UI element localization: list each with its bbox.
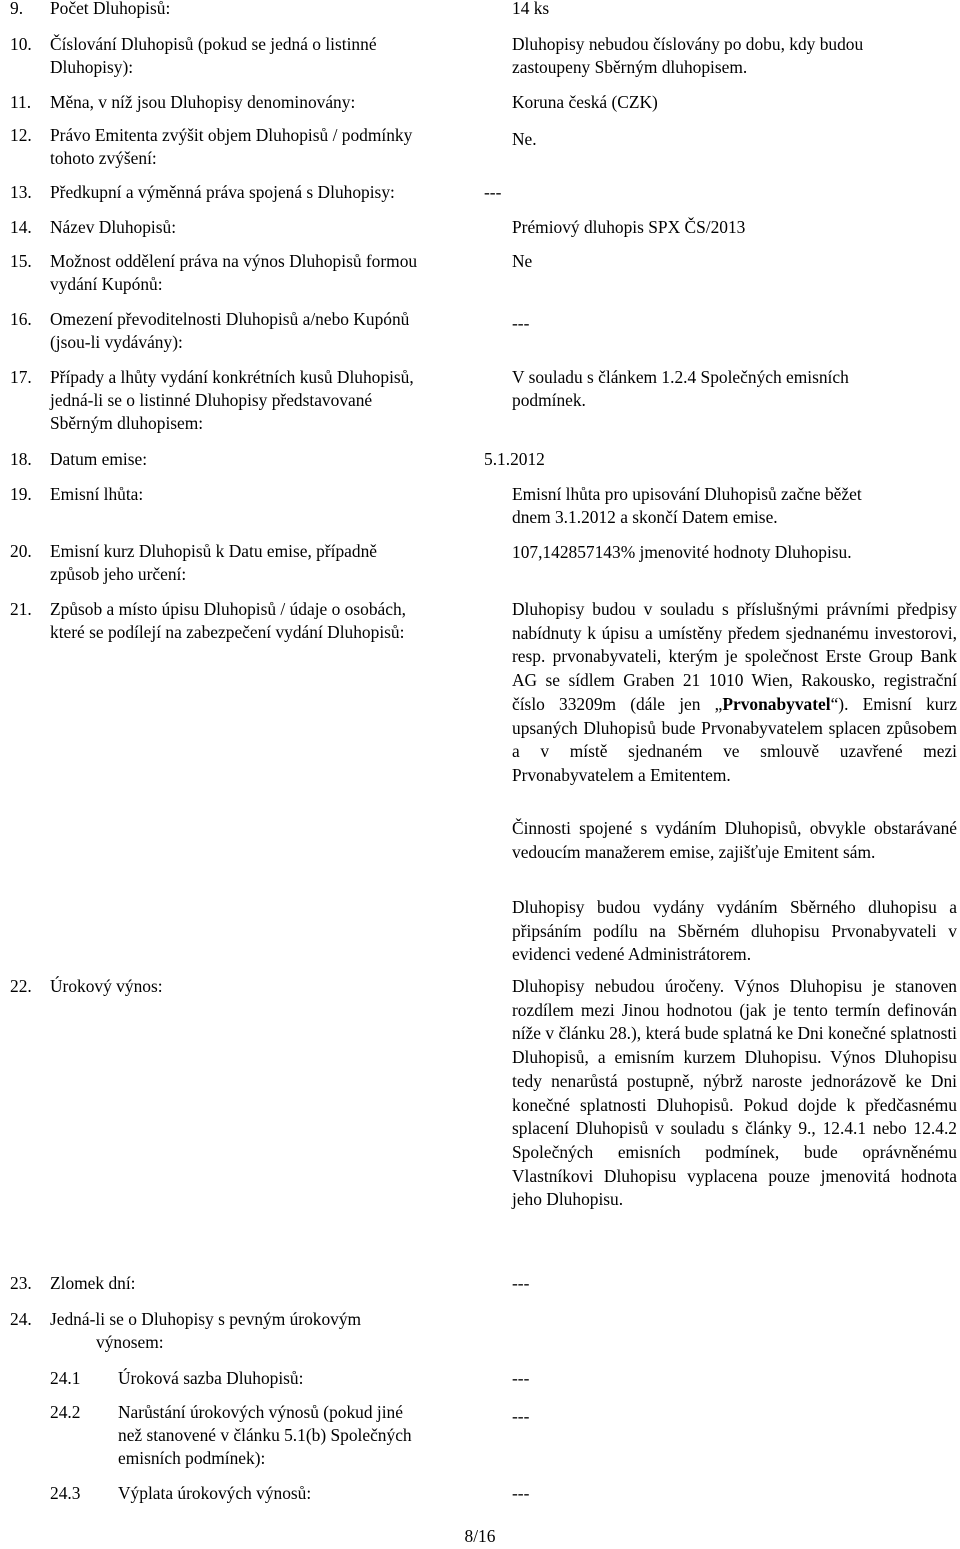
item-number: 16. — [10, 309, 32, 329]
item-value: Ne — [512, 251, 533, 271]
item-number: 19. — [10, 484, 32, 504]
item-label: Emisní lhůta: — [50, 484, 144, 504]
item-value-paragraph: Činnosti spojené s vydáním Dluhopisů, obvykle obstarávané vedoucím manažerem emise, zajišťuje Emitent sám. — [512, 818, 957, 862]
item-value: --- — [512, 1273, 530, 1293]
defined-term: Prvonabyvatel — [722, 693, 831, 714]
item-number: 9. — [10, 0, 24, 18]
subitem-label: emisních podmínek): — [118, 1448, 266, 1468]
item-number: 24. — [10, 1309, 32, 1329]
subitem-value: --- — [512, 1406, 530, 1426]
item-value-paragraph: Dluhopisy budou v souladu s příslušnými právními předpisy nabídnuty k úpisu a umístěny předem sjednanému investorovi, resp. prvonabyvateli, kterým je společnost Erste Group Bank AG se sídlem Graben 21 1010 Wien, Rakousko, registrační číslo 33209m (dále jen „Prvonabyvatel“). Emisní kurz upsaných Dluhopisů bude Prvonabyvatelem splacen způsobem a v místě sjednaném ve smlouvě uzavřené mezi Prvonabyvatelem a Emitentem. — [512, 599, 957, 785]
item-label: Předkupní a výměnná práva spojená s Dluhopisy: — [50, 182, 395, 202]
item-value: Prémiový dluhopis SPX ČS/2013 — [512, 217, 746, 237]
subitem-label: Narůstání úrokových výnosů (pokud jiné — [118, 1402, 403, 1422]
item-label: způsob jeho určení: — [50, 564, 187, 584]
item-number: 14. — [10, 217, 32, 237]
subitem-value: --- — [512, 1368, 530, 1388]
item-label: Dluhopisy): — [50, 57, 134, 77]
item-value: zastoupeny Sběrným dluhopisem. — [512, 57, 748, 77]
subitem-label: než stanovené v článku 5.1(b) Společných — [118, 1425, 412, 1445]
item-label: Zlomek dní: — [50, 1273, 136, 1293]
item-value: --- — [512, 313, 530, 333]
subitem-number: 24.2 — [50, 1402, 81, 1422]
item-label: Číslování Dluhopisů (pokud se jedná o listinné — [50, 34, 377, 54]
item-number: 22. — [10, 976, 32, 996]
item-number: 18. — [10, 449, 32, 469]
item-label: Počet Dluhopisů: — [50, 0, 171, 18]
subitem-label: Výplata úrokových výnosů: — [118, 1483, 312, 1503]
item-label: Způsob a místo úpisu Dluhopisů / údaje o osobách, — [50, 599, 406, 619]
item-label: Úrokový výnos: — [50, 976, 163, 996]
item-label: výnosem: — [96, 1332, 164, 1352]
item-number: 21. — [10, 599, 32, 619]
item-number: 15. — [10, 251, 32, 271]
item-value: dnem 3.1.2012 a skončí Datem emise. — [512, 507, 778, 527]
subitem-number: 24.3 — [50, 1483, 81, 1503]
item-label: (jsou-li vydávány): — [50, 332, 183, 352]
item-value: Emisní lhůta pro upisování Dluhopisů začne běžet — [512, 484, 862, 504]
item-value-paragraph: Dluhopisy budou vydány vydáním Sběrného dluhopisu a připsáním podílu na Sběrném dluhopisu Prvonabyvateli v evidenci vedené Administrátorem. — [512, 897, 957, 965]
item-label: jedná-li se o listinné Dluhopisy představované — [50, 390, 373, 410]
item-number: 12. — [10, 125, 32, 145]
subitem-number: 24.1 — [50, 1368, 81, 1388]
item-value: V souladu s článkem 1.2.4 Společných emisních — [512, 367, 849, 387]
item-value: Ne. — [512, 129, 537, 149]
item-label: Název Dluhopisů: — [50, 217, 177, 237]
subitem-value: --- — [512, 1483, 530, 1503]
item-value-paragraph: Dluhopisy nebudou úročeny. Výnos Dluhopisu je stanoven rozdílem mezi Jinou hodnotou (jak je tento termín definován níže v článku 28.), která bude splatná ke Dni konečné splatnosti Dluhopisů, a emisním kurzem Dluhopisu. Výnos Dluhopisu tedy nenarůstá postupně, nýbrž naroste jednorázově ke Dni konečné splatnosti Dluhopisů. Pokud dojde k předčasnému splacení Dluhopisů v souladu s články 9., 12.4.1 nebo 12.4.2 Společných emisních podmínek, bude oprávněnému Vlastníkovi Dluhopisu vyplacena pouze jmenovitá hodnota jeho Dluhopisu. — [512, 976, 957, 1210]
page-number: 8/16 — [464, 1526, 496, 1546]
item-value: Dluhopisy nebudou číslovány po dobu, kdy budou — [512, 34, 864, 54]
item-label: Jedná-li se o Dluhopisy s pevným úrokovým — [50, 1309, 362, 1329]
item-label: vydání Kupónů: — [50, 274, 163, 294]
item-value: podmínek. — [512, 390, 586, 410]
item-value: 14 ks — [512, 0, 550, 18]
item-value: 107,142857143% jmenovité hodnoty Dluhopisu. — [512, 542, 852, 562]
item-value: --- — [484, 182, 502, 202]
item-number: 10. — [10, 34, 32, 54]
item-number: 13. — [10, 182, 32, 202]
item-number: 11. — [10, 92, 32, 112]
item-label: Možnost oddělení práva na výnos Dluhopisů formou — [50, 251, 418, 271]
item-label: Emisní kurz Dluhopisů k Datu emise, případně — [50, 541, 377, 561]
item-label: Omezení převoditelnosti Dluhopisů a/nebo Kupónů — [50, 309, 410, 329]
item-label: Sběrným dluhopisem: — [50, 413, 204, 433]
item-label: Datum emise: — [50, 449, 148, 469]
subitem-label: Úroková sazba Dluhopisů: — [118, 1368, 304, 1388]
item-number: 23. — [10, 1273, 32, 1293]
item-value: Koruna česká (CZK) — [512, 92, 658, 112]
item-number: 17. — [10, 367, 32, 387]
item-label: tohoto zvýšení: — [50, 148, 157, 168]
item-label: Případy a lhůty vydání konkrétních kusů Dluhopisů, — [50, 367, 414, 387]
item-value: 5.1.2012 — [484, 449, 545, 469]
item-label: Měna, v níž jsou Dluhopisy denominovány: — [50, 92, 356, 112]
item-number: 20. — [10, 541, 32, 561]
item-label: Právo Emitenta zvýšit objem Dluhopisů / podmínky — [50, 125, 413, 145]
item-label: které se podílejí na zabezpečení vydání Dluhopisů: — [50, 622, 405, 642]
